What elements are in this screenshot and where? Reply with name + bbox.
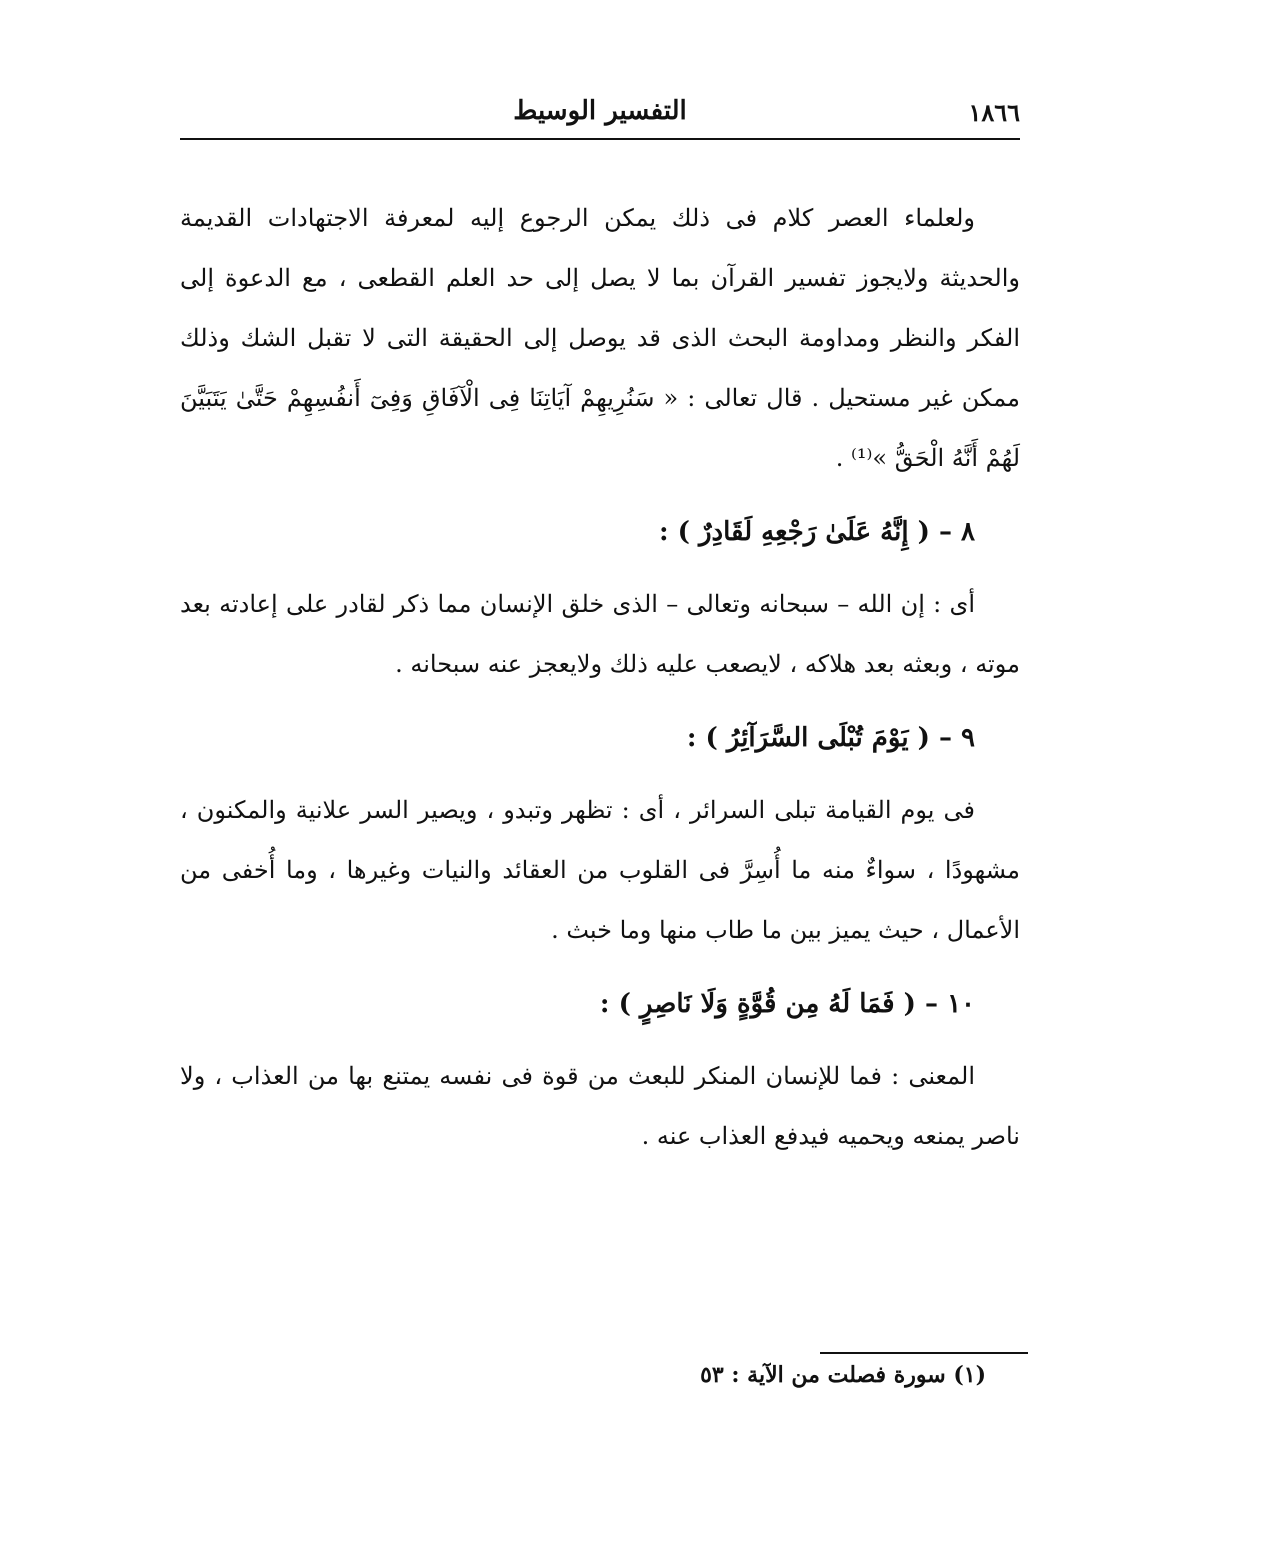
verse-heading: ١٠ – ( فَمَا لَهُ مِن قُوَّةٍ وَلَا نَاصِرٍ ) : xyxy=(599,989,975,1019)
running-title: التفسير الوسيط xyxy=(513,96,687,126)
main-text xyxy=(180,188,1020,1166)
section-verse-8 xyxy=(180,502,1020,694)
footnote: (١) سورة فصلت من الآية : ٥٣ xyxy=(700,1362,986,1388)
intro-paragraph: ولعلماء العصر كلام فى ذلك يمكن الرجوع إليه لمعرفة الاجتهادات القديمة والحديثة ولايجوز تفسير القرآن بما لا يصل إلى حد العلم القطعى ، مع الدعوة إلى الفكر والنظر ومداومة البحث الذى قد يوصل إلى الحقيقة التى لا تقبل الشك وذلك ممكن غير مستحيل . قال تعالى : « سَنُرِيهِمْ آيَاتِنَا فِى الْآفَاقِ وَفِىٓ أَنفُسِهِمْ حَتَّىٰ يَتَبَيَّنَ لَهُمْ أَنَّهُ الْحَقُّ »⁽¹⁾ . xyxy=(180,204,1020,472)
section-verse-10 xyxy=(180,974,1020,1166)
verse-heading: ٨ – ( إِنَّهُ عَلَىٰ رَجْعِهِ لَقَادِرٌ ) : xyxy=(658,517,975,547)
page-number: ١٨٦٦ xyxy=(968,98,1020,127)
section-verse-9 xyxy=(180,708,1020,960)
page-header xyxy=(180,92,1020,132)
header-divider xyxy=(180,138,1020,140)
footnote-divider xyxy=(820,1352,1028,1354)
verse-commentary: المعنى : فما للإنسان المنكر للبعث من قوة فى نفسه يمتنع بها من العذاب ، ولا ناصر يمنعه ويحميه فيدفع العذاب عنه . xyxy=(180,1062,1020,1150)
verse-heading: ٩ – ( يَوْمَ تُبْلَى السَّرَآئِرُ ) : xyxy=(686,723,975,753)
verse-commentary: أى : إن الله – سبحانه وتعالى – الذى خلق الإنسان مما ذكر لقادر على إعادته بعد موته ، وبعثه بعد هلاكه ، لايصعب عليه ذلك ولايعجز عنه سبحانه . xyxy=(180,590,1020,678)
verse-commentary: فى يوم القيامة تبلى السرائر ، أى : تظهر وتبدو ، ويصير السر علانية والمكنون ، مشهودًا ، سواءٌ منه ما أُسِرَّ فى القلوب من العقائد والنيات وغيرها ، وما أُخفى من الأعمال ، حيث يميز بين ما طاب منها وما خبث . xyxy=(180,796,1020,944)
